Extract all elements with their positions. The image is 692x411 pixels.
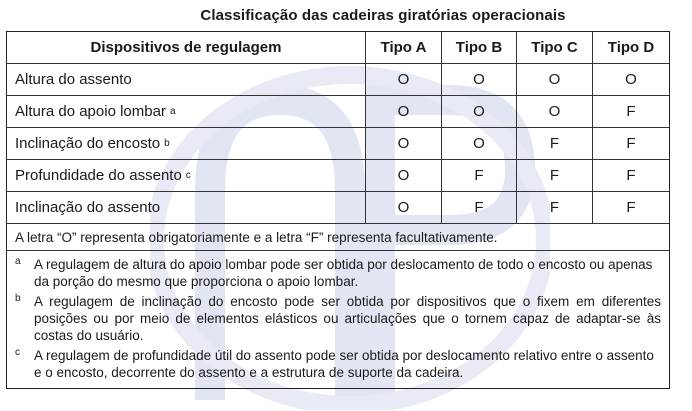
table-cell: O bbox=[442, 128, 517, 159]
table-cell: F bbox=[517, 192, 593, 223]
table-cell: F bbox=[517, 160, 593, 191]
table-cell: O bbox=[442, 64, 517, 95]
classification-table bbox=[6, 31, 670, 389]
table-row bbox=[7, 160, 669, 192]
footnote bbox=[15, 347, 661, 381]
table-row bbox=[7, 192, 669, 224]
table-cell: F bbox=[517, 128, 593, 159]
table-row bbox=[7, 96, 669, 128]
row-label: Inclinação do assento bbox=[7, 192, 366, 223]
table-row bbox=[7, 64, 669, 96]
table-cell: O bbox=[517, 96, 593, 127]
footnote-mark: c bbox=[15, 347, 20, 358]
footnote bbox=[15, 256, 661, 290]
table-cell: F bbox=[626, 135, 636, 152]
table-cell: O bbox=[366, 64, 442, 95]
table-cell: O bbox=[625, 71, 637, 88]
table-cell: F bbox=[442, 160, 517, 191]
row-label: Profundidade do assento c bbox=[7, 160, 366, 191]
table-cell: O bbox=[366, 192, 442, 223]
footnote-mark: b bbox=[15, 293, 21, 304]
legend-text: A letra “O” representa obrigatoriamente e a letra “F” representa facultativamente. bbox=[15, 229, 498, 245]
footnote bbox=[15, 293, 661, 344]
table-cell: O bbox=[517, 64, 593, 95]
table-cell: O bbox=[366, 96, 442, 127]
table-cell: F bbox=[442, 192, 517, 223]
table-header-row bbox=[7, 32, 669, 64]
header-tipo-c: Tipo C bbox=[517, 32, 593, 63]
table-cell: O bbox=[442, 96, 517, 127]
footnote-mark: a bbox=[15, 256, 21, 267]
row-label: Altura do apoio lombar a bbox=[7, 96, 366, 127]
header-tipo-d: Tipo D bbox=[607, 39, 655, 56]
header-tipo-a: Tipo A bbox=[366, 32, 442, 63]
row-label: Altura do assento bbox=[7, 64, 366, 95]
table-cell: O bbox=[366, 128, 442, 159]
footnotes bbox=[7, 251, 669, 388]
table-title: Classificação das cadeiras giratórias operacionais bbox=[200, 7, 566, 24]
footnote-text: A regulagem de inclinação do encosto pode ser obtida por dispositivos que o fixem em diferentes posições ou por meio de elementos elásticos ou articulações que o tornem capaz de adaptar-se às costas do usuário. bbox=[34, 294, 661, 343]
table-cell: F bbox=[626, 199, 636, 216]
header-tipo-b: Tipo B bbox=[442, 32, 517, 63]
notes-row bbox=[7, 251, 669, 388]
footnote-text: A regulagem de profundidade útil do assento pode ser obtida por deslocamento relativo entre o assento e o encosto, decorrente do assento e a estrutura de suporte da cadeira. bbox=[34, 348, 654, 380]
table-cell: F bbox=[626, 103, 636, 120]
footnote-text: A regulagem de altura do apoio lombar pode ser obtida por deslocamento de todo o encosto ou apenas da porção do mesmo que proporciona o apoio lombar. bbox=[34, 257, 653, 289]
table-cell: O bbox=[366, 160, 442, 191]
table-cell: F bbox=[626, 167, 636, 184]
header-dispositivos: Dispositivos de regulagem bbox=[7, 32, 366, 63]
row-label: Inclinação do encosto b bbox=[7, 128, 366, 159]
table-row bbox=[7, 128, 669, 160]
legend-row bbox=[7, 224, 669, 251]
